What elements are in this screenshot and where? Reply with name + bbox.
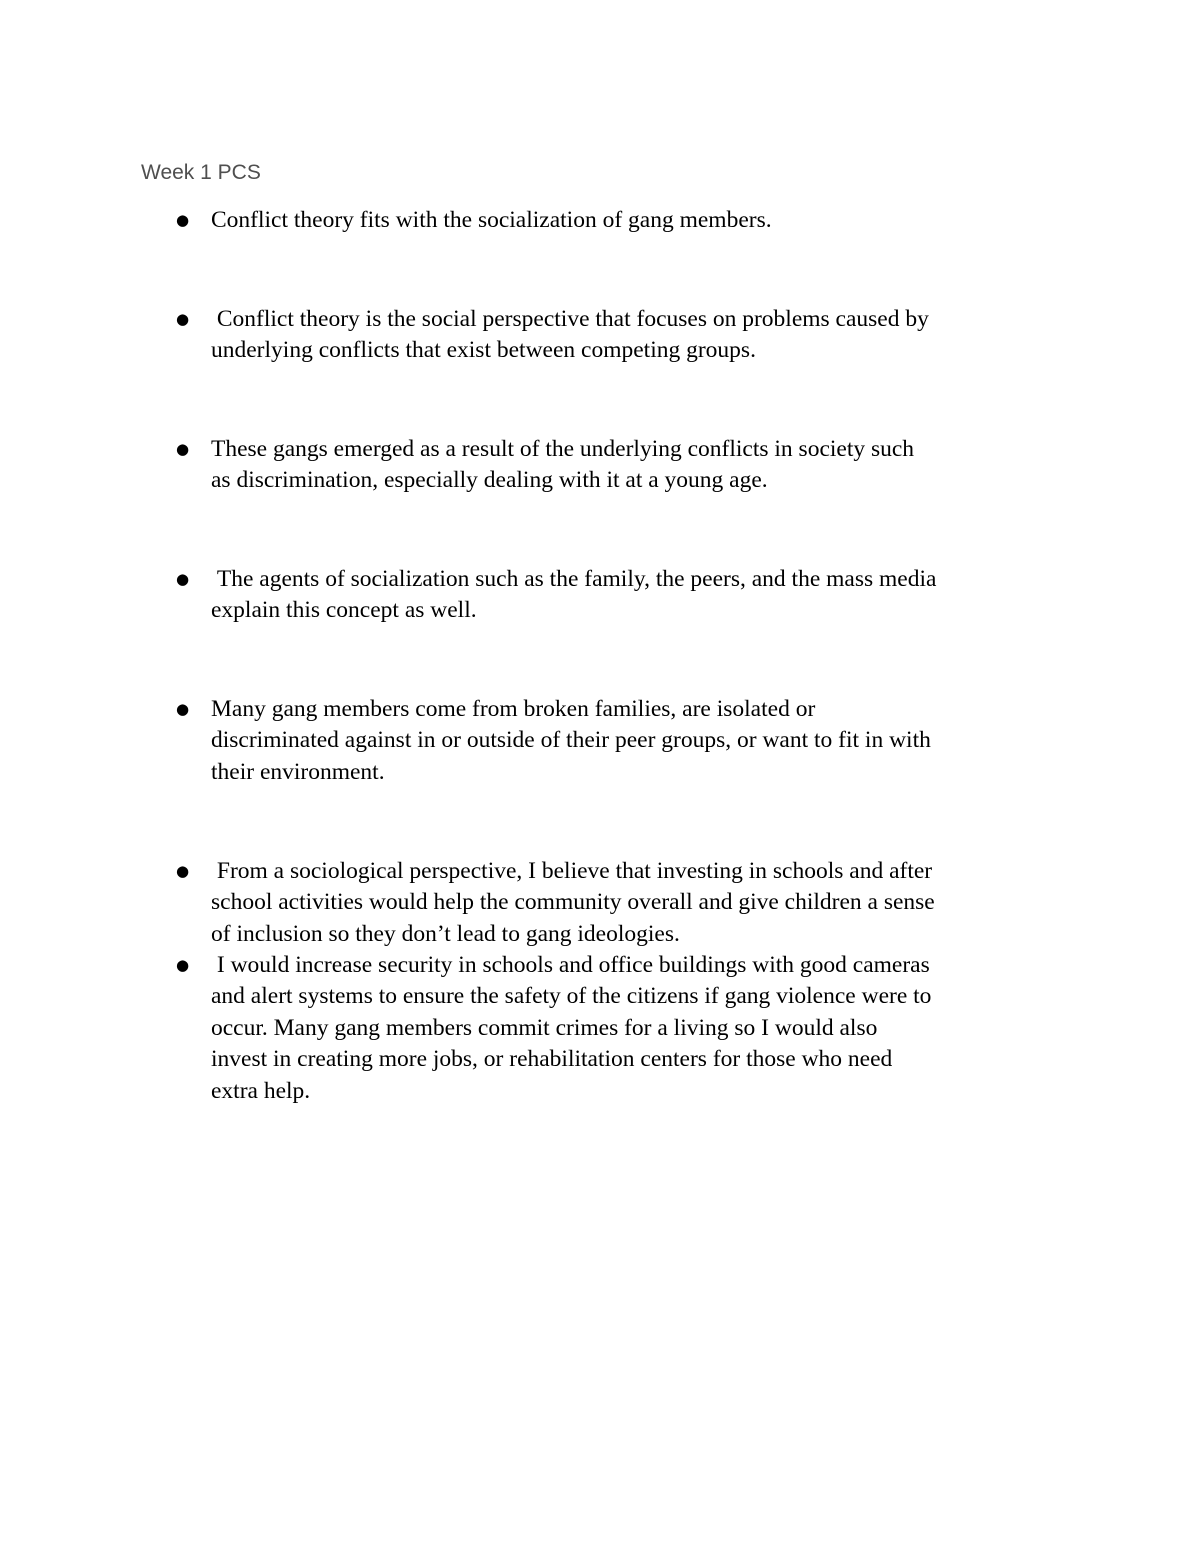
bullet-text-line: discriminated against in or outside of their peer groups, or want to fit in with xyxy=(211,727,931,754)
bullet-item-6 xyxy=(176,856,1076,950)
bullet-text-line: as discrimination, especially dealing with it at a young age. xyxy=(211,467,768,494)
bullet-text-line: and alert systems to ensure the safety of the citizens if gang violence were to xyxy=(211,983,932,1010)
bullet-item-1 xyxy=(176,205,1076,236)
bullet-text-line: Many gang members come from broken families, are isolated or xyxy=(211,696,816,722)
bullet-dot-icon: ● xyxy=(176,956,190,974)
bullet-text-line: I would increase security in schools and office buildings with good cameras xyxy=(211,952,930,978)
bullet-text-line: The agents of socialization such as the family, the peers, and the mass media xyxy=(211,566,937,592)
bullet-text-line: explain this concept as well. xyxy=(211,597,477,624)
bullet-item-4 xyxy=(176,564,1076,627)
bullet-text-line: school activities would help the community overall and give children a sense xyxy=(211,889,935,916)
bullet-text-line: These gangs emerged as a result of the underlying conflicts in society such xyxy=(211,436,915,462)
bullet-text-line: extra help. xyxy=(211,1077,311,1104)
bullet-dot-icon: ● xyxy=(176,440,190,458)
bullet-item-5 xyxy=(176,694,1076,788)
bullet-text-line: occur. Many gang members commit crimes for a living so I would also xyxy=(211,1014,878,1041)
bullet-item-7 xyxy=(176,950,1076,1107)
bullet-item-3 xyxy=(176,434,1076,497)
bullet-text-line: of inclusion so they don’t lead to gang ideologies. xyxy=(211,920,680,947)
bullet-item-2 xyxy=(176,304,1076,367)
bullet-dot-icon: ● xyxy=(176,310,190,328)
bullet-dot-icon: ● xyxy=(176,570,190,588)
bullet-dot-icon: ● xyxy=(176,862,190,880)
bullet-text-line: their environment. xyxy=(211,758,385,785)
bullet-text-line: From a sociological perspective, I believe that investing in schools and after xyxy=(211,858,933,884)
bullet-dot-icon: ● xyxy=(176,211,190,229)
bullet-dot-icon: ● xyxy=(176,700,190,718)
bullet-text-line: invest in creating more jobs, or rehabilitation centers for those who need xyxy=(211,1046,893,1073)
bullet-text-line: Conflict theory fits with the socialization of gang members. xyxy=(211,207,772,233)
bullet-text-line: underlying conflicts that exist between competing groups. xyxy=(211,337,756,364)
document-title: Week 1 PCS xyxy=(141,161,261,184)
bullet-text-line: Conflict theory is the social perspective that focuses on problems caused by xyxy=(211,306,929,332)
